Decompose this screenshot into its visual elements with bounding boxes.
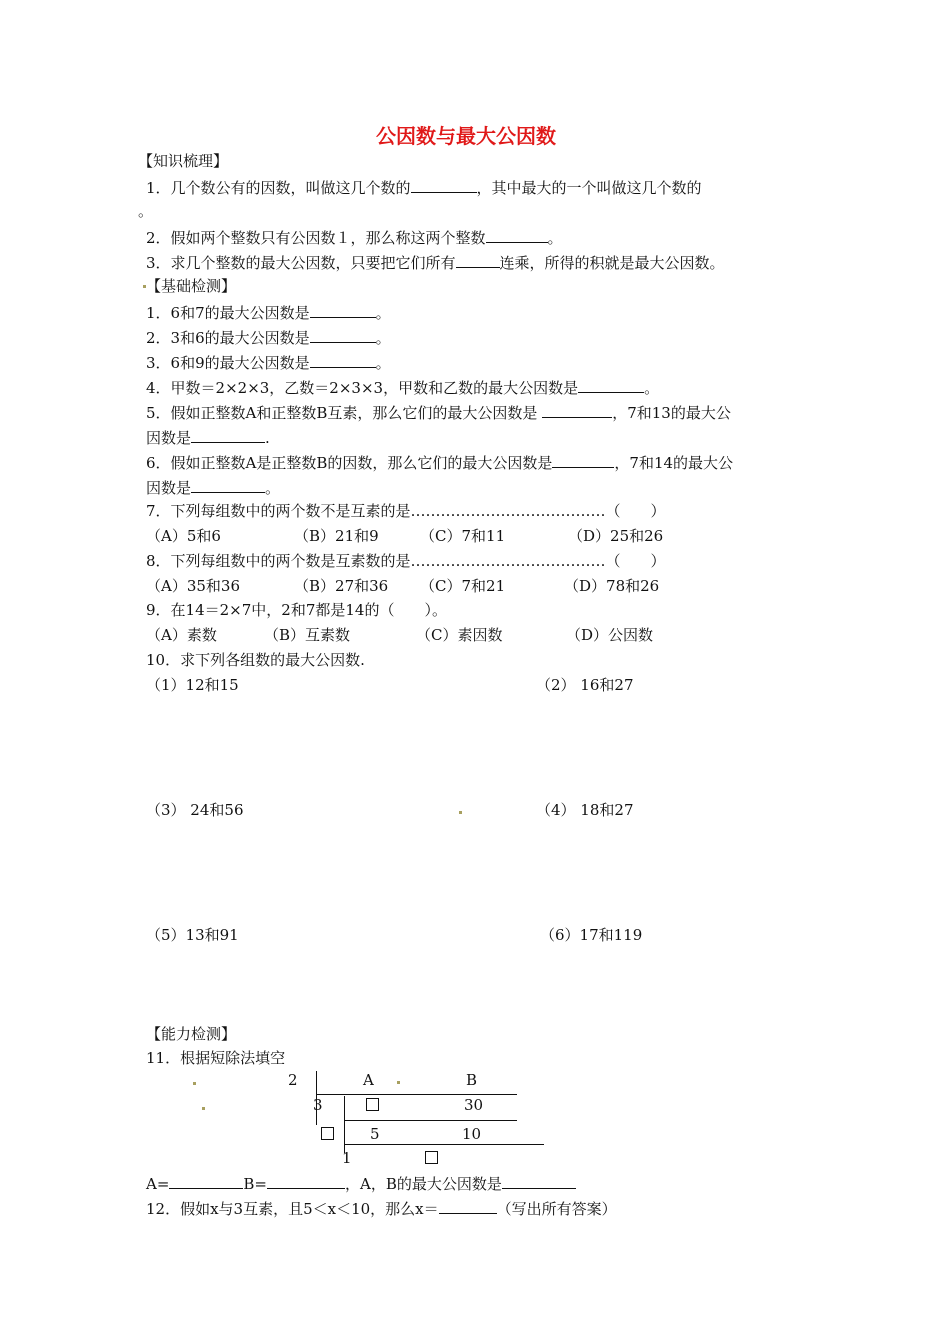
b5-text-c: 因数是 [146,429,192,447]
q8-text: 8．下列每组数中的两个数是互素数的是…………………………………（ ） [146,552,666,570]
k3-text-a: 3．求几个整数的最大公因数，只要把它们所有 [146,254,456,272]
b5-line-2 [146,427,270,448]
scan-speck [459,811,462,814]
division-value-1: 1 [342,1149,352,1167]
q7-text: 7．下列每组数中的两个数不是互素的是…………………………………（ ） [146,502,666,520]
b2-line [146,327,391,348]
b2-blank [310,327,376,343]
b5-text-b: ，7和13的最大公 [612,404,731,422]
q9-option-b: （B）互素数 [264,626,351,644]
b2-end: 。 [375,329,391,347]
k1-line-end: 。 [138,202,154,220]
b4-text: 4．甲数＝2×2×3，乙数＝2×3×3，甲数和乙数的最大公因数是 [146,379,579,397]
b5-blank-1 [542,402,612,418]
division-divisor-2: 2 [288,1071,298,1089]
k2-text-b: 。 [547,229,563,247]
q8-option-d: （D）78和26 [564,577,660,595]
q12-text: 12．假如x与3互素，且5＜x＜10，那么x＝ [146,1200,439,1218]
section-heading-ability: 【能力检测】 [146,1025,237,1043]
k3-line [146,252,725,273]
q10-item-3: （3） 24和56 [146,801,244,819]
scan-speck [193,1082,196,1085]
q10-item-2: （2） 16和27 [536,676,634,694]
b6-line-2 [146,477,280,498]
q11-c-label: ，A，B的最大公因数是 [345,1175,502,1193]
k1-text-a: 1．几个数公有的因数，叫做这几个数的 [146,179,411,197]
b4-end: 。 [644,379,660,397]
scan-speck [397,1081,400,1084]
q10-item-1: （1）12和15 [146,676,239,694]
b6-text-c: 因数是 [146,479,192,497]
q11-a-label: A= [146,1175,170,1193]
division-blank-box-2 [321,1127,334,1140]
q11-b-blank [267,1173,345,1189]
b3-line [146,352,391,373]
division-hline-2 [344,1120,517,1121]
b5-blank-2 [191,427,265,443]
k2-line [146,227,563,248]
q7-option-d: （D）25和26 [568,527,664,545]
division-hline-3 [344,1144,544,1145]
page-title: 公因数与最大公因数 [376,124,556,148]
q8-option-b: （B）27和36 [294,577,389,595]
q12-end: （写出所有答案） [496,1200,617,1218]
b6-end: 。 [265,479,281,497]
q10-text: 10．求下列各组数的最大公因数. [146,651,365,669]
b6-blank-2 [191,477,265,493]
b5-text: 5．假如正整数A和正整数B互素，那么它们的最大公因数是 [146,404,538,422]
b6-blank-1 [552,452,614,468]
section-heading-knowledge: 【知识梳理】 [138,152,229,170]
b5-line [146,402,731,423]
k3-blank [456,252,500,268]
scan-speck [143,285,146,288]
division-divisor-3: 3 [313,1096,323,1114]
q10-item-6: （6）17和119 [540,926,643,944]
b6-text: 6．假如正整数A是正整数B的因数，那么它们的最大公因数是 [146,454,553,472]
q10-item-4: （4） 18和27 [536,801,634,819]
q8-option-c: （C）7和21 [420,577,506,595]
division-blank-box-1 [366,1098,379,1111]
k1-blank-1 [411,177,477,193]
k2-blank [486,227,548,243]
division-label-b: B [466,1071,478,1089]
q7-option-a: （A）5和6 [146,527,221,545]
q8-option-a: （A）35和36 [146,577,241,595]
scan-speck [202,1107,205,1110]
b1-end: 。 [375,304,391,322]
q10-item-5: （5）13和91 [146,926,239,944]
k3-text-b: 连乘，所得的积就是最大公因数。 [499,254,725,272]
q9-text: 9．在14＝2×7中，2和7都是14的（ ）。 [146,601,447,619]
section-heading-basic: 【基础检测】 [146,277,237,295]
b1-line [146,302,391,323]
b2-text: 2．3和6的最大公因数是 [146,329,310,347]
k1-text-b: ，其中最大的一个叫做这几个数的 [476,179,702,197]
k2-text-a: 2．假如两个整数只有公因数１，那么称这两个整数 [146,229,486,247]
division-value-5: 5 [370,1125,380,1143]
q9-option-c: （C）素因数 [416,626,503,644]
b6-line [146,452,733,473]
division-hline-1 [316,1094,517,1095]
b4-blank [578,377,644,393]
q12-blank [439,1198,497,1214]
q11-a-blank [169,1173,243,1189]
q7-option-b: （B）21和9 [294,527,379,545]
q11-b-label: B= [243,1175,267,1193]
b3-blank [310,352,376,368]
b3-text: 3．6和9的最大公因数是 [146,354,310,372]
q11-text: 11．根据短除法填空 [146,1049,286,1067]
q11-c-blank [502,1173,576,1189]
k1-line [146,177,702,198]
b4-line [146,377,659,398]
b3-end: 。 [375,354,391,372]
b1-text: 1．6和7的最大公因数是 [146,304,310,322]
q9-option-a: （A）素数 [146,626,217,644]
q11-fill-line [146,1173,576,1194]
b6-text-b: ，7和14的最大公 [614,454,734,472]
division-value-10: 10 [462,1125,482,1143]
q12-line [146,1198,617,1219]
division-label-a: A [363,1071,374,1089]
division-blank-box-3 [425,1151,438,1164]
q7-option-c: （C）7和11 [420,527,506,545]
b5-end: . [265,429,270,447]
division-value-30: 30 [464,1096,484,1114]
q9-option-d: （D）公因数 [566,626,654,644]
b1-blank [310,302,376,318]
